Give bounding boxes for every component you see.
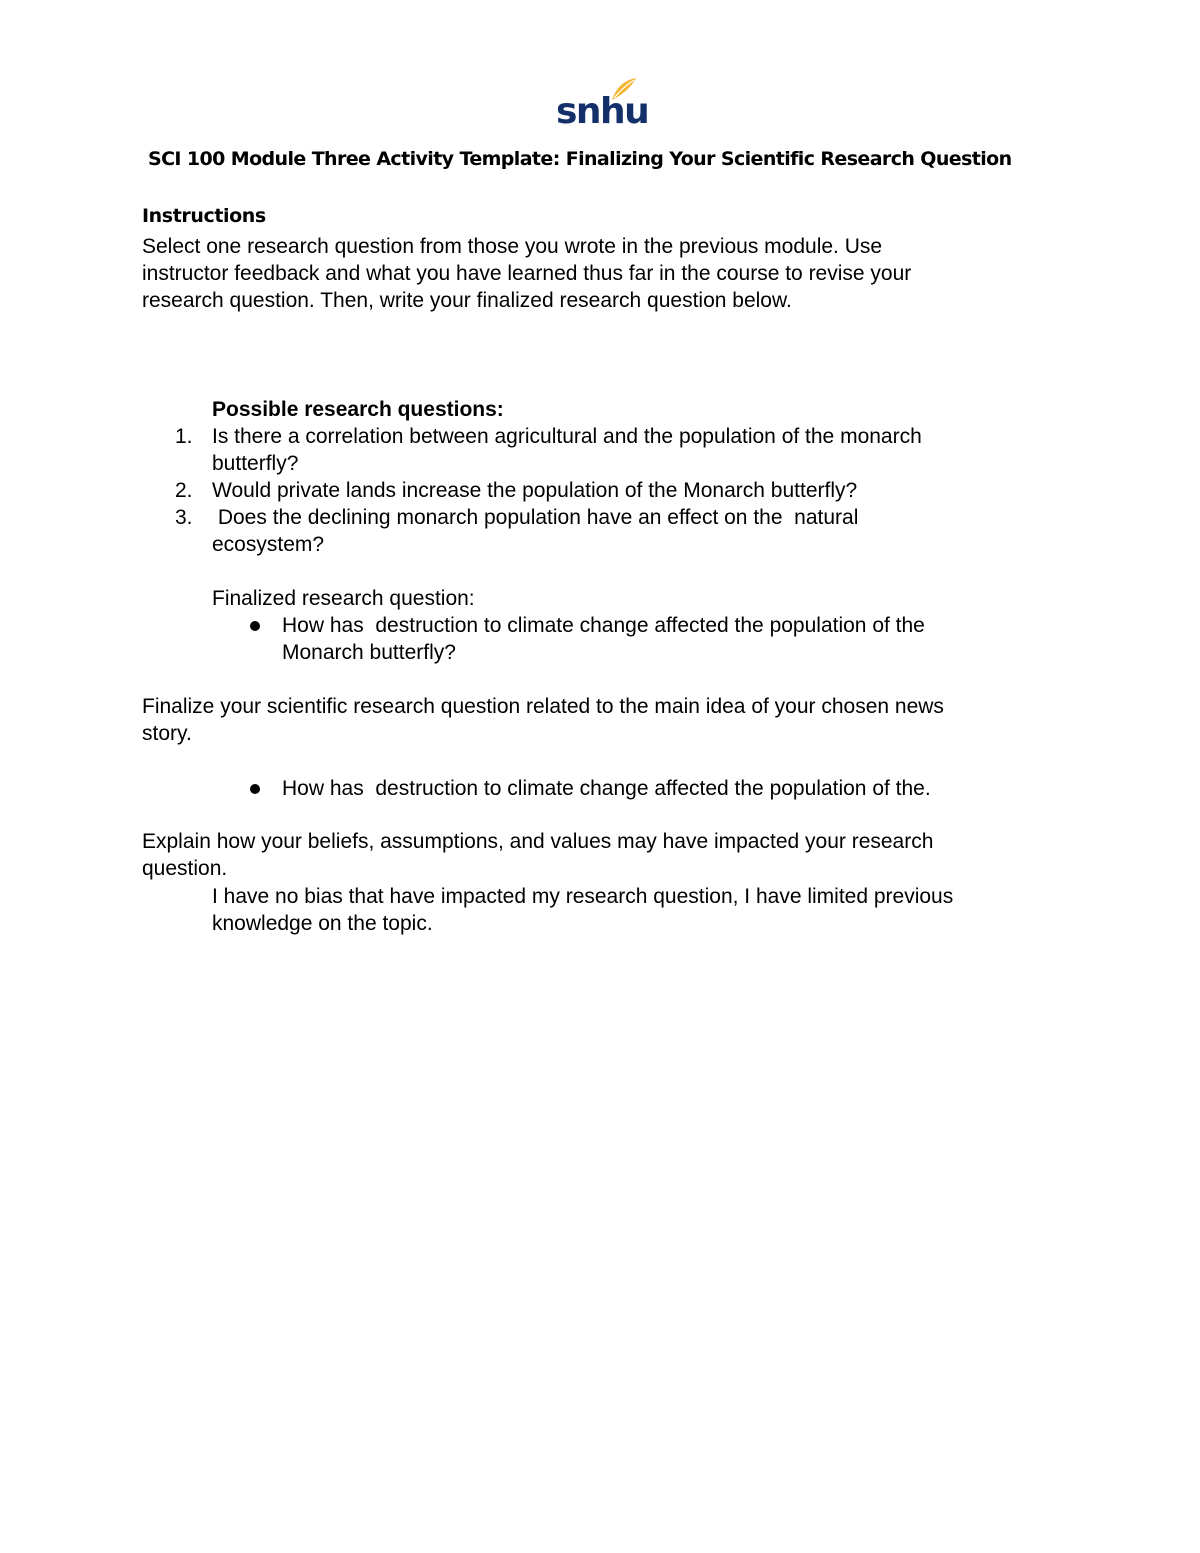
possible-question-line: ecosystem?: [212, 533, 325, 556]
finalized-label: Finalized research question:: [212, 587, 475, 610]
prompt-beliefs: question.: [142, 857, 228, 880]
logo-text: snhu: [556, 91, 649, 132]
snhu-logo: [552, 76, 649, 136]
finalized-question-line: How has destruction to climate change affected the population of the: [282, 614, 925, 637]
prompt-beliefs: Explain how your beliefs, assumptions, and values may have impacted your research: [142, 830, 934, 853]
finalized-question-line: Monarch butterfly?: [282, 641, 456, 664]
list-number: 1.: [175, 425, 193, 448]
answer-beliefs: knowledge on the topic.: [212, 912, 433, 935]
prompt-finalize: Finalize your scientific research question related to the main idea of your chosen news: [142, 695, 944, 718]
list-number: 3.: [175, 506, 193, 529]
leaf-icon: [610, 76, 638, 102]
list-number: 2.: [175, 479, 193, 502]
instructions-line: instructor feedback and what you have learned thus far in the course to revise your: [142, 262, 912, 285]
possible-question-line: Does the declining monarch population have an effect on the natural: [212, 506, 859, 529]
bullet-icon: [250, 621, 260, 631]
document-title: SCI 100 Module Three Activity Template: Finalizing Your Scientific Research Question: [148, 148, 1012, 170]
instructions-heading: Instructions: [142, 205, 266, 227]
instructions-line: research question. Then, write your finalized research question below.: [142, 289, 792, 312]
possible-question-line: Is there a correlation between agricultural and the population of the monarch: [212, 425, 922, 448]
answer-finalize: How has destruction to climate change affected the population of the.: [282, 777, 931, 800]
prompt-finalize: story.: [142, 722, 192, 745]
possible-question-line: butterfly?: [212, 452, 299, 475]
bullet-icon: [250, 784, 260, 794]
answer-beliefs: I have no bias that have impacted my research question, I have limited previous: [212, 885, 954, 908]
possible-questions-heading: Possible research questions:: [212, 398, 504, 421]
instructions-line: Select one research question from those you wrote in the previous module. Use: [142, 235, 883, 258]
possible-question-line: Would private lands increase the population of the Monarch butterfly?: [212, 479, 858, 502]
